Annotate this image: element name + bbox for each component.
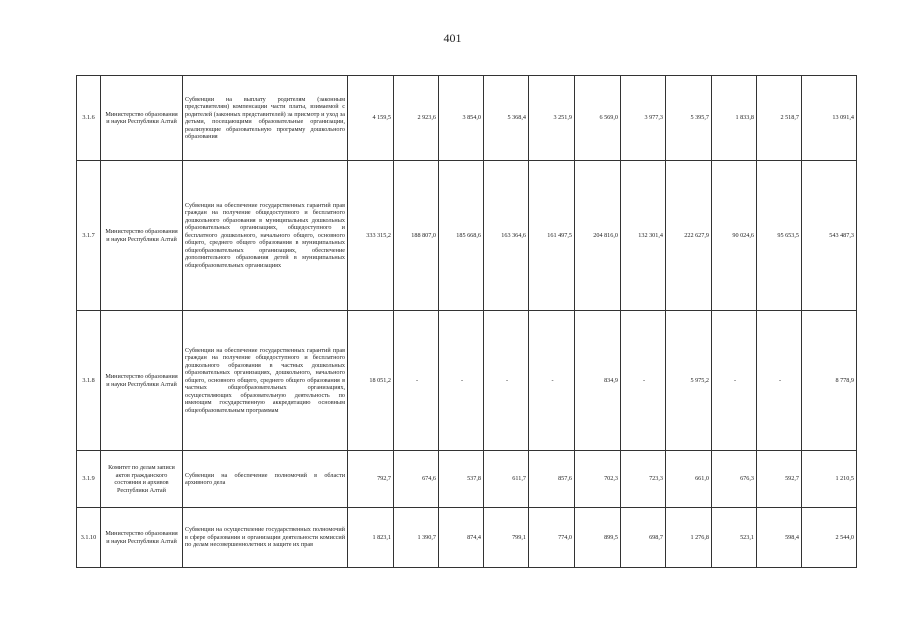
- amount-cell: 537,8: [439, 451, 484, 508]
- amount-cell: 5 975,2: [666, 311, 712, 451]
- amount-cell: -: [757, 311, 802, 451]
- amount-cell: 592,7: [757, 451, 802, 508]
- amount-cell: 2 544,0: [802, 508, 857, 568]
- subsidy-description: Субвенции на обеспечение государственных гарантий прав граждан на получение общедоступного и бесплатного дошкольного образования в частных дошкольных образовательных организациях, дошкольного, начального общего, основного общего, среднего общего образования в частных общеобразовательных организациях, осуществляющих образовательную деятельность по имеющим государственную аккредитацию основным общеобразовательным программам: [183, 311, 348, 451]
- amount-cell: 1 833,8: [712, 76, 757, 161]
- amount-cell: -: [621, 311, 666, 451]
- amount-cell: 13 091,4: [802, 76, 857, 161]
- row-code: 3.1.10: [77, 508, 101, 568]
- amount-cell: -: [394, 311, 439, 451]
- amount-cell: 188 807,0: [394, 161, 439, 311]
- amount-cell: -: [529, 311, 575, 451]
- table-row: [77, 311, 857, 451]
- amount-cell: -: [712, 311, 757, 451]
- amount-cell: 8 778,9: [802, 311, 857, 451]
- row-code: 3.1.7: [77, 161, 101, 311]
- subsidy-description: Субвенции на обеспечение полномочий в области архивного дела: [183, 451, 348, 508]
- department-name: Комитет по делам записи актов гражданского состояния и архивов Республики Алтай: [101, 451, 183, 508]
- row-code: 3.1.9: [77, 451, 101, 508]
- department-name: Министерство образования и науки Республики Алтай: [101, 161, 183, 311]
- amount-cell: 1 276,8: [666, 508, 712, 568]
- budget-table: [76, 75, 857, 568]
- amount-cell: 132 301,4: [621, 161, 666, 311]
- amount-cell: 2 518,7: [757, 76, 802, 161]
- amount-cell: 611,7: [484, 451, 529, 508]
- amount-cell: 598,4: [757, 508, 802, 568]
- amount-cell: 698,7: [621, 508, 666, 568]
- table-row: [77, 76, 857, 161]
- amount-cell: 774,0: [529, 508, 575, 568]
- amount-cell: 6 569,0: [575, 76, 621, 161]
- subsidy-description: Субвенции на осуществление государственных полномочий в сфере образования и организации деятельности комиссий по делам несовершеннолетних и защите их прав: [183, 508, 348, 568]
- subsidy-description: Субвенции на выплату родителям (законным представителям) компенсации части платы, взимаемой с родителей (законных представителей) за присмотр и уход за детьми, посещающими образовательные организации, реализующие образовательную программу дошкольного образования: [183, 76, 348, 161]
- amount-cell: 676,3: [712, 451, 757, 508]
- subsidy-description: Субвенции на обеспечение государственных гарантий прав граждан на получение общедоступного и бесплатного дошкольного образования в муниципальных дошкольных образовательных организациях, общедоступного и бесплатного дошкольного, начального общего, основного общего, среднего общего образования в муниципальных общеобразовательных организациях, обеспечение дополнительного образования детей в муниципальных общеобразовательных организациях: [183, 161, 348, 311]
- amount-cell: 222 627,9: [666, 161, 712, 311]
- department-name: Министерство образования и науки Республики Алтай: [101, 508, 183, 568]
- amount-cell: 702,3: [575, 451, 621, 508]
- amount-cell: 185 668,6: [439, 161, 484, 311]
- amount-cell: 857,6: [529, 451, 575, 508]
- amount-cell: 799,1: [484, 508, 529, 568]
- department-name: Министерство образования и науки Республики Алтай: [101, 76, 183, 161]
- amount-cell: 899,5: [575, 508, 621, 568]
- amount-cell: 523,1: [712, 508, 757, 568]
- row-code: 3.1.8: [77, 311, 101, 451]
- page-number: 401: [443, 31, 462, 45]
- amount-cell: 204 816,0: [575, 161, 621, 311]
- amount-cell: 723,3: [621, 451, 666, 508]
- amount-cell: 4 159,5: [348, 76, 394, 161]
- row-code: 3.1.6: [77, 76, 101, 161]
- amount-cell: 3 251,9: [529, 76, 575, 161]
- amount-cell: 661,0: [666, 451, 712, 508]
- amount-cell: 834,9: [575, 311, 621, 451]
- amount-cell: -: [439, 311, 484, 451]
- amount-cell: 5 368,4: [484, 76, 529, 161]
- amount-cell: 161 497,5: [529, 161, 575, 311]
- amount-cell: 2 923,6: [394, 76, 439, 161]
- amount-cell: 3 977,3: [621, 76, 666, 161]
- amount-cell: 333 315,2: [348, 161, 394, 311]
- amount-cell: 95 653,5: [757, 161, 802, 311]
- amount-cell: 1 210,5: [802, 451, 857, 508]
- amount-cell: 792,7: [348, 451, 394, 508]
- amount-cell: 18 051,2: [348, 311, 394, 451]
- amount-cell: 1 823,1: [348, 508, 394, 568]
- amount-cell: 3 854,0: [439, 76, 484, 161]
- amount-cell: -: [484, 311, 529, 451]
- amount-cell: 674,6: [394, 451, 439, 508]
- table-row: [77, 451, 857, 508]
- table-row: [77, 161, 857, 311]
- table-row: [77, 508, 857, 568]
- amount-cell: 1 390,7: [394, 508, 439, 568]
- amount-cell: 5 395,7: [666, 76, 712, 161]
- amount-cell: 90 024,6: [712, 161, 757, 311]
- amount-cell: 163 364,6: [484, 161, 529, 311]
- amount-cell: 874,4: [439, 508, 484, 568]
- department-name: Министерство образования и науки Республики Алтай: [101, 311, 183, 451]
- amount-cell: 543 487,3: [802, 161, 857, 311]
